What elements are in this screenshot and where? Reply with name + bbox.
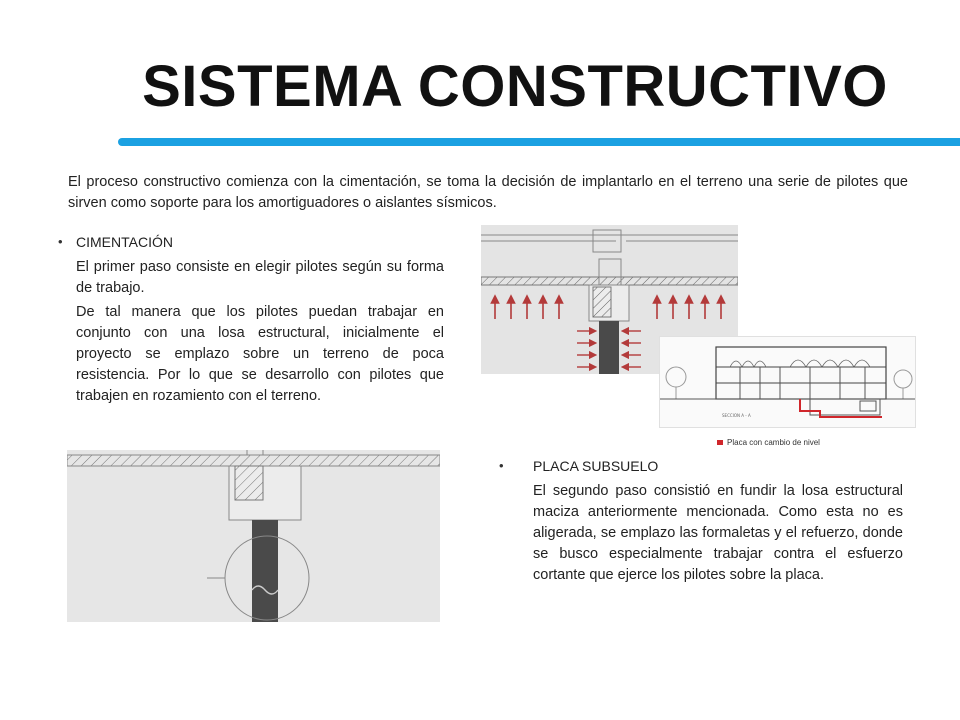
bullet-placa: • (499, 458, 504, 473)
cimentacion-paragraph-1: El primer paso consiste en elegir pilotes según su forma de trabajo. (76, 259, 444, 296)
legend-label: Placa con cambio de nivel (727, 438, 820, 447)
placa-paragraph: El segundo paso consistió en fundir la losa estructural maciza anteriormente mencionada. Como esta no es aligerada, se emplazo las formaletas y el refuerzo, donde se busco especialmente trabajar contra el esfuerzo cortante que ejerce los pilotes sobre la placa. (533, 483, 903, 583)
svg-text:SECCION A - A: SECCION A - A (722, 413, 751, 418)
title-underline (118, 138, 960, 146)
figure-legend (717, 438, 820, 447)
heading-placa-subsuelo: PLACA SUBSUELO (533, 458, 659, 474)
cimentacion-paragraph-2: De tal manera que los pilotes puedan trabajar en conjunto con una losa estructural, inicialmente el proyecto se emplazo sobre un terreno de poca resistencia. Por lo que se desarrollo con pilotes que trabajen en rozamiento con el terreno. (76, 304, 444, 404)
legend-swatch (717, 440, 723, 445)
intro-paragraph: El proceso constructivo comienza con la cimentación, se toma la decisión de implantarlo en el terreno una serie de pilotes que sirven como soporte para los amortiguadores o aislantes sísmicos. (68, 174, 908, 211)
figure-pile-detail (67, 450, 440, 622)
page-title: SISTEMA CONSTRUCTIVO (142, 54, 888, 119)
bullet-cimentacion: • (58, 234, 63, 249)
figure-building-section (659, 336, 916, 428)
heading-cimentacion: CIMENTACIÓN (76, 234, 173, 250)
